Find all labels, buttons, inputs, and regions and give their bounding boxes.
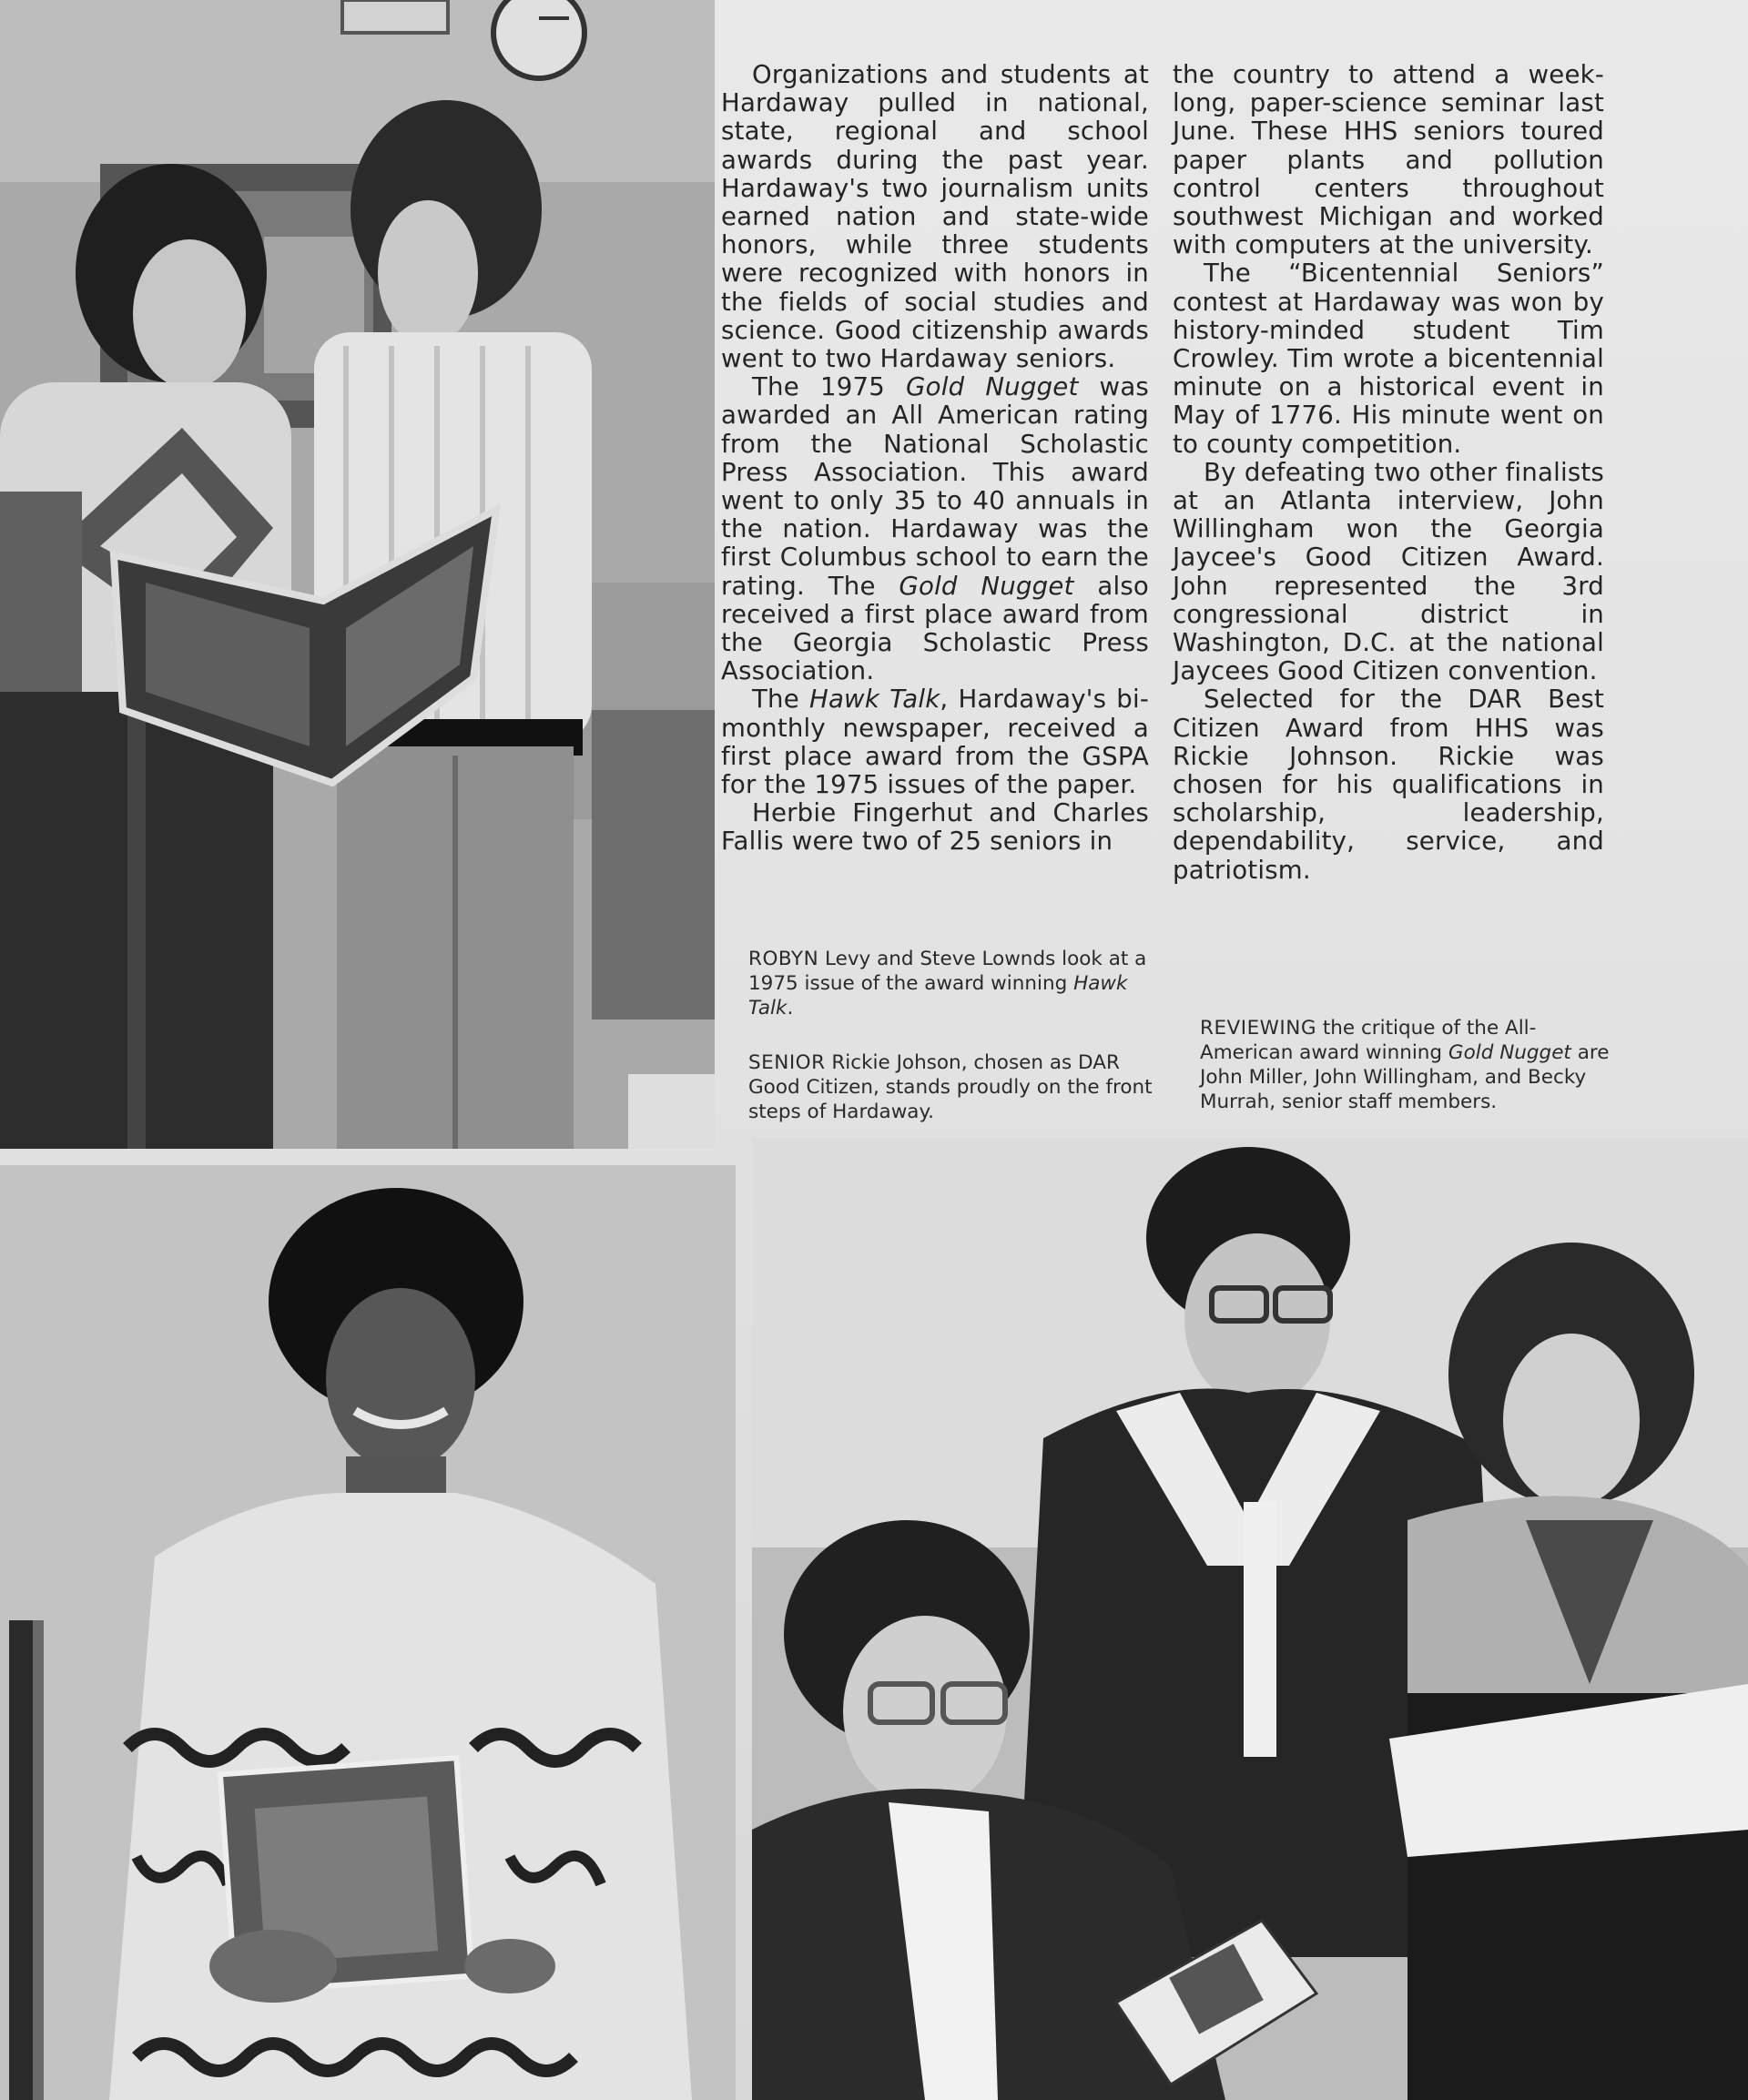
text-run: The	[752, 684, 809, 715]
caption-text: are John Miller, John Willingham, and Becky Murrah, senior staff members.	[1200, 1041, 1610, 1113]
caption-rickie	[748, 1050, 1167, 1124]
article-paragraph-gold-nugget	[721, 372, 1149, 685]
article-paragraph-awards-intro: Organizations and students at Hardaway pulled in national, state, regional and school awards during the past year. Hardaway's two journalism units earned nation and state-wide honors, while three students were recognized with honors in the fields of social studies and science. Good citizenship awards went to two Hardaway seniors.	[721, 59, 1149, 374]
caption-gold-nugget-staff	[1200, 1016, 1619, 1114]
article-paragraph-hawk-talk	[721, 685, 1149, 798]
article-paragraph-seminar-start: Herbie Fingerhut and Charles Fallis were two of 25 seniors in	[721, 797, 1149, 857]
photo-rickie-illustration	[0, 1165, 736, 2100]
article-paragraph-seminar-cont: the country to attend a week-long, paper-science seminar last June. These HHS seniors toured paper plants and pollution control centers throughout southwest Michigan and worked with computers at the university.	[1173, 59, 1604, 260]
photo-rickie-johnson	[0, 1165, 736, 2100]
caption-text: the critique of the All-American award winning	[1200, 1017, 1537, 1064]
publication-title: Hawk Talk	[809, 684, 940, 715]
article-paragraph-dar: Selected for the DAR Best Citizen Award from HHS was Rickie Johnson. Rickie was chosen for his qualifications in scholarship, leadership, dependability, service, and patriotism.	[1173, 684, 1604, 885]
caption-lead: ROBYN	[748, 948, 819, 970]
caption-publication-title: Gold Nugget	[1448, 1041, 1571, 1064]
caption-robyn-steve	[748, 947, 1167, 1020]
caption-text: .	[787, 997, 794, 1020]
article-paragraph-bicentennial: The “Bicentennial Seniors” contest at Hardaway was won by history-minded student Tim Crowley. Tim wrote a bicentennial minute on a historical event in May of 1776. His minute went on to county competition.	[1173, 258, 1604, 459]
publication-title: Gold Nugget	[906, 371, 1079, 402]
text-run: was awarded an All American rating from the National Scholastic Press Association. This award went to only 35 to 40 annuals in the nation. Hardaway was the first Columbus school to earn the rating. The	[721, 371, 1149, 601]
article-column-left	[721, 60, 1149, 856]
text-run: also received a first place award from the Georgia Scholastic Press Association.	[721, 570, 1150, 686]
photo-nugget-illustration	[752, 1138, 1748, 2100]
publication-title: Gold Nugget	[899, 570, 1074, 601]
caption-text: Levy and Steve Lownds look at a 1975 issue of the award winning	[748, 948, 1147, 995]
text-run: The 1975	[752, 371, 907, 402]
photo-journalism-illustration	[0, 0, 715, 1149]
caption-lead: SENIOR	[748, 1051, 826, 1074]
caption-text: Rickie Johson, chosen as DAR Good Citizen, stands proudly on the front steps of Hardaway.	[748, 1051, 1153, 1123]
article-paragraph-jaycees: By defeating two other finalists at an Atlanta interview, John Willingham won the Georgia Jaycee's Good Citizen Award. John represented the 3rd congressional district in Washington, D.C. at the national Jaycees Good Citizen convention.	[1173, 456, 1604, 686]
article-column-right	[1173, 60, 1604, 884]
text-run: , Hardaway's bi-monthly newspaper, received a first place award from the GSPA for the 1975 issues of the paper.	[721, 684, 1149, 800]
photo-gold-nugget-staff	[752, 1138, 1748, 2100]
photo-journalism-students	[0, 0, 715, 1149]
caption-lead: REVIEWING	[1200, 1017, 1316, 1040]
caption-publication-title: Hawk Talk	[748, 972, 1128, 1020]
